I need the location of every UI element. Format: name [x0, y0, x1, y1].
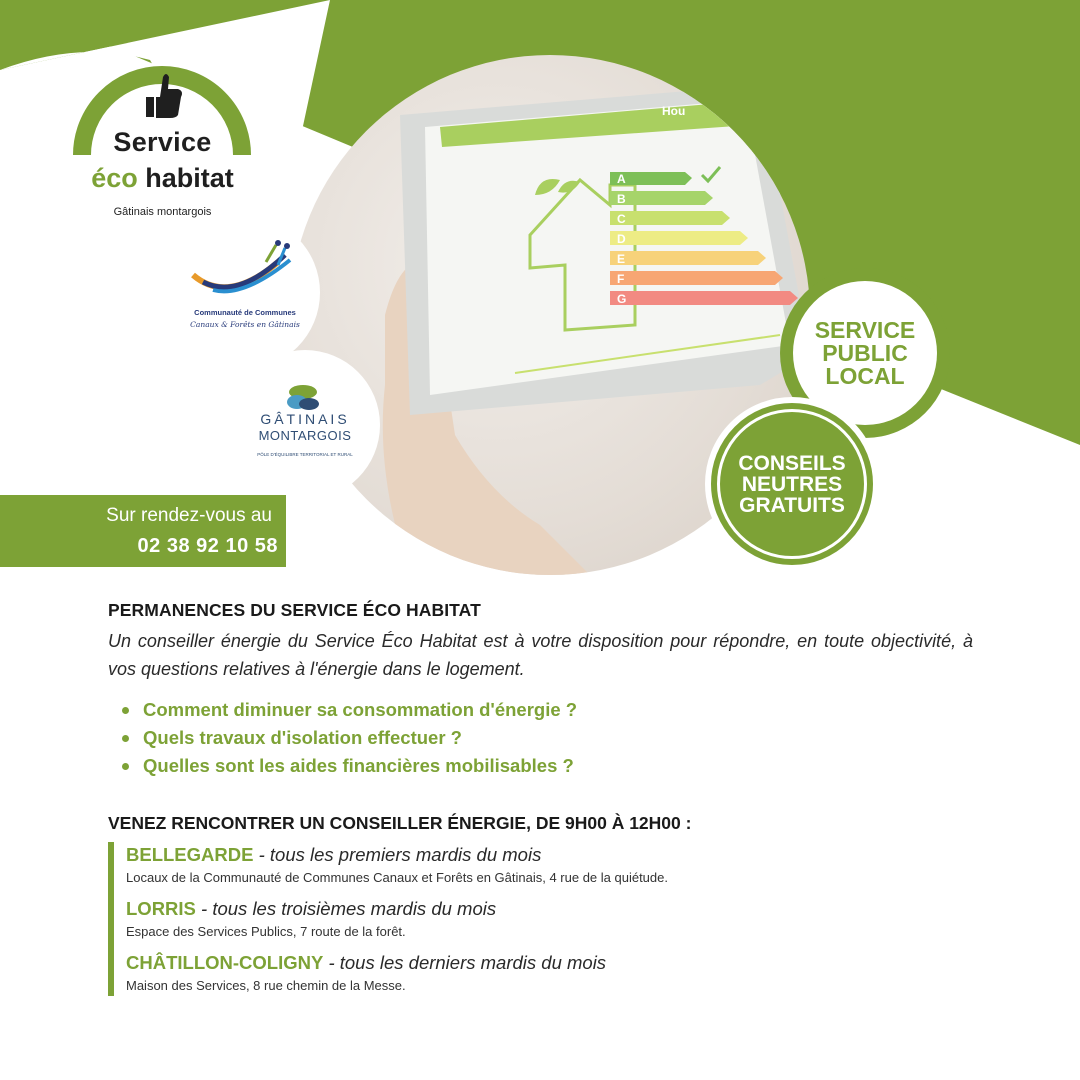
- gm-logo-line2: MONTARGOIS: [258, 428, 352, 443]
- badge2-line2: NEUTRES: [741, 472, 843, 496]
- cc-logo-line2: Canaux & Forêts en Gâtinais: [190, 320, 300, 329]
- meeting-place-chatillon-coligny: [126, 950, 973, 996]
- place-address: Locaux de la Communauté de Communes Canaux et Forêts en Gâtinais, 4 rue de la quiétude.: [126, 870, 668, 885]
- place-city: CHÂTILLON-COLIGNY: [126, 952, 324, 973]
- gm-logo-icon: [285, 384, 321, 412]
- cc-logo-swoosh-icon: [188, 240, 298, 305]
- place-schedule: - tous les derniers mardis du mois: [323, 952, 607, 973]
- phone-number[interactable]: 02 38 92 10 58: [137, 535, 278, 557]
- permanences-title: PERMANENCES DU SERVICE ÉCO HABITAT: [108, 600, 481, 620]
- questions-list: [108, 696, 973, 780]
- appointment-box: [0, 495, 286, 567]
- meeting-places-list: [108, 842, 973, 996]
- list-item: Comment diminuer sa consommation d'énergie ?: [122, 696, 973, 724]
- badge-conseils: [717, 409, 867, 559]
- logo-subtitle: Gâtinais montargois: [113, 206, 212, 218]
- place-address: Maison des Services, 8 rue chemin de la Messe.: [126, 978, 406, 993]
- appointment-label: Sur rendez-vous au: [106, 505, 272, 526]
- permanences-intro: Un conseiller énergie du Service Éco Habitat est à votre disposition pour répondre, en toute objectivité, à vos questions relatives à l'énergie dans le logement.: [108, 631, 973, 679]
- logo-title-line1: Service: [113, 127, 212, 157]
- permanences-section: [108, 600, 973, 780]
- list-item: Quels travaux d'isolation effectuer ?: [122, 724, 973, 752]
- badge2-line3: GRATUITS: [739, 493, 845, 517]
- grade-d: D: [617, 232, 626, 246]
- place-city: BELLEGARDE: [126, 844, 254, 865]
- gm-logo-line3: PÔLE D'ÉQUILIBRE TERRITORIAL ET RURAL: [257, 452, 353, 457]
- grade-a: A: [617, 172, 626, 186]
- list-item: Quelles sont les aides financières mobilisables ?: [122, 752, 973, 780]
- gm-logo-line1: GÂTINAIS: [260, 411, 350, 427]
- badge1-line3: LOCAL: [825, 362, 905, 389]
- grade-f: F: [617, 272, 625, 286]
- meetings-title: VENEZ RENCONTRER UN CONSEILLER ÉNERGIE, DE 9H00 À 12H00 :: [108, 813, 692, 833]
- tablet-header-text: Hou: [662, 104, 686, 118]
- grade-e: E: [617, 252, 626, 266]
- grade-b: B: [617, 192, 626, 206]
- badge1-line2: PUBLIC: [822, 339, 908, 366]
- logo-eco-word: éco: [91, 163, 138, 193]
- service-eco-habitat-logo: [60, 55, 265, 240]
- place-city: LORRIS: [126, 898, 196, 919]
- cc-logo-line1: Communauté de Communes: [194, 308, 296, 317]
- badge1-line1: SERVICE: [814, 316, 916, 343]
- badge2-line1: CONSEILS: [738, 451, 846, 475]
- meeting-place-lorris: [126, 896, 973, 942]
- place-schedule: - tous les premiers mardis du mois: [253, 844, 542, 865]
- logo-title-line2: [60, 163, 265, 194]
- place-address: Espace des Services Publics, 7 route de la forêt.: [126, 924, 406, 939]
- place-schedule: - tous les troisièmes mardis du mois: [195, 898, 497, 919]
- grade-c: C: [617, 212, 626, 226]
- logo-habitat-word: habitat: [137, 163, 234, 193]
- grade-g: G: [617, 292, 627, 306]
- meeting-place-bellegarde: [126, 842, 973, 888]
